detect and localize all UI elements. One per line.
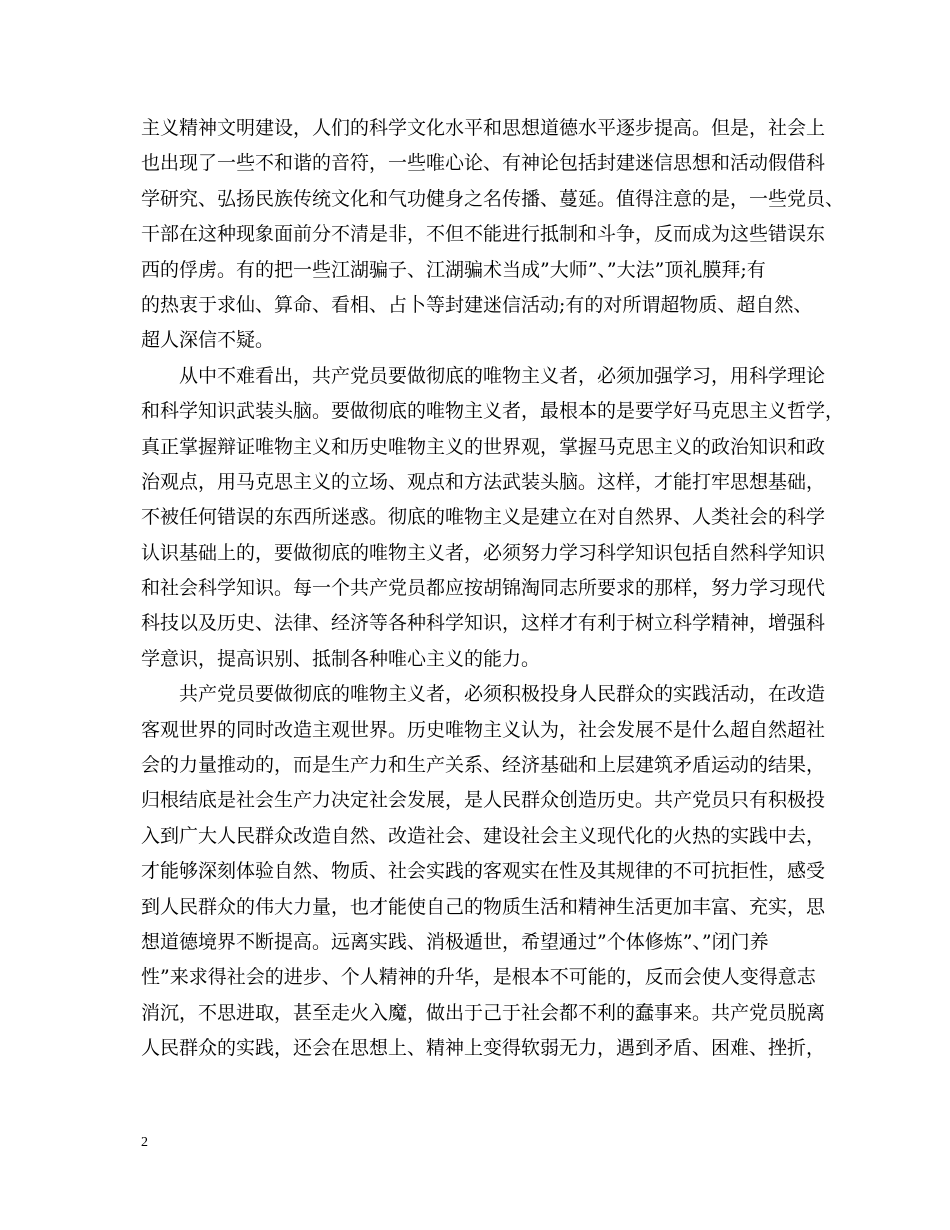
text-line: 共产党员要做彻底的唯物主义者，必须积极投身人民群众的实践活动，在改造 — [141, 683, 826, 706]
text-line: 的热衷于求仙、算命、看相、占卜等封建迷信活动;有的对所谓超物质、超自然、 — [141, 293, 813, 316]
text-line: 消沉，不思进取，甚至走火入魔，做出于己于社会都不利的蠢事来。共产党员脱离 — [141, 1001, 826, 1024]
text-line: 从中不难看出，共产党员要做彻底的唯物主义者，必须加强学习，用科学理论 — [141, 364, 826, 387]
text-line: 才能够深刻体验自然、物质、社会实践的客观实在性及其规律的不可抗拒性，感受 — [141, 860, 826, 883]
text-line: 人民群众的实践，还会在思想上、精神上变得软弱无力，遇到矛盾、困难、挫折， — [141, 1037, 826, 1060]
text-line: 学研究、弘扬民族传统文化和气功健身之名传播、蔓延。值得注意的是，一些党员、 — [141, 187, 845, 210]
text-line: 科技以及历史、法律、经济等各种科学知识，这样才有利于树立科学精神，增强科 — [141, 612, 826, 635]
text-line: 西的俘虏。有的把一些江湖骗子、江湖骗术当成”大师”、”大法”顶礼膜拜;有 — [141, 258, 766, 281]
text-line: 想道德境界不断提高。远离实践、消极遁世，希望通过”个体修炼”、”闭门养 — [141, 930, 769, 953]
page-number: 2 — [141, 1135, 148, 1150]
text-line: 客观世界的同时改造主观世界。历史唯物主义认为，社会发展不是什么超自然超社 — [141, 718, 826, 741]
text-line: 和社会科学知识。每一个共产党员都应按胡锦淘同志所要求的那样，努力学习现代 — [141, 577, 826, 600]
text-line: 会的力量推动的，而是生产力和生产关系、经济基础和上层建筑矛盾运动的结果， — [141, 754, 826, 777]
text-line: 入到广大人民群众改造自然、改造社会、建设社会主义现代化的火热的实践中去， — [141, 824, 826, 847]
text-line: 不被任何错误的东西所迷惑。彻底的唯物主义是建立在对自然界、人类社会的科学 — [141, 506, 826, 529]
text-line: 学意识，提高识别、抵制各种唯心主义的能力。 — [141, 647, 541, 670]
text-line: 治观点，用马克思主义的立场、观点和方法武装头脑。这样，才能打牢思想基础， — [141, 470, 826, 493]
text-line: 认识基础上的，要做彻底的唯物主义者，必须努力学习科学知识包括自然科学知识 — [141, 541, 826, 564]
body-text — [141, 111, 845, 1067]
text-line: 和科学知识武装头脑。要做彻底的唯物主义者，最根本的是要学好马克思主义哲学， — [141, 400, 845, 423]
text-line: 干部在这种现象面前分不清是非，不但不能进行抵制和斗争，反而成为这些错误东 — [141, 223, 826, 246]
text-line: 主义精神文明建设，人们的科学文化水平和思想道德水平逐步提高。但是，社会上 — [141, 117, 826, 139]
text-line: 也出现了一些不和谐的音符，一些唯心论、有神论包括封建迷信思想和活动假借科 — [141, 152, 826, 175]
text-line: 归根结底是社会生产力决定社会发展，是人民群众创造历史。共产党员只有积极投 — [141, 789, 826, 812]
text-line: 超人深信不疑。 — [141, 329, 275, 352]
text-line: 性”来求得社会的进步、个人精神的升华，是根本不可能的，反而会使人变得意志 — [141, 966, 816, 989]
text-line: 到人民群众的伟大力量，也才能使自己的物质生活和精神生活更加丰富、充实，思 — [141, 895, 826, 918]
text-line: 真正掌握辩证唯物主义和历史唯物主义的世界观，掌握马克思主义的政治知识和政 — [141, 435, 826, 458]
